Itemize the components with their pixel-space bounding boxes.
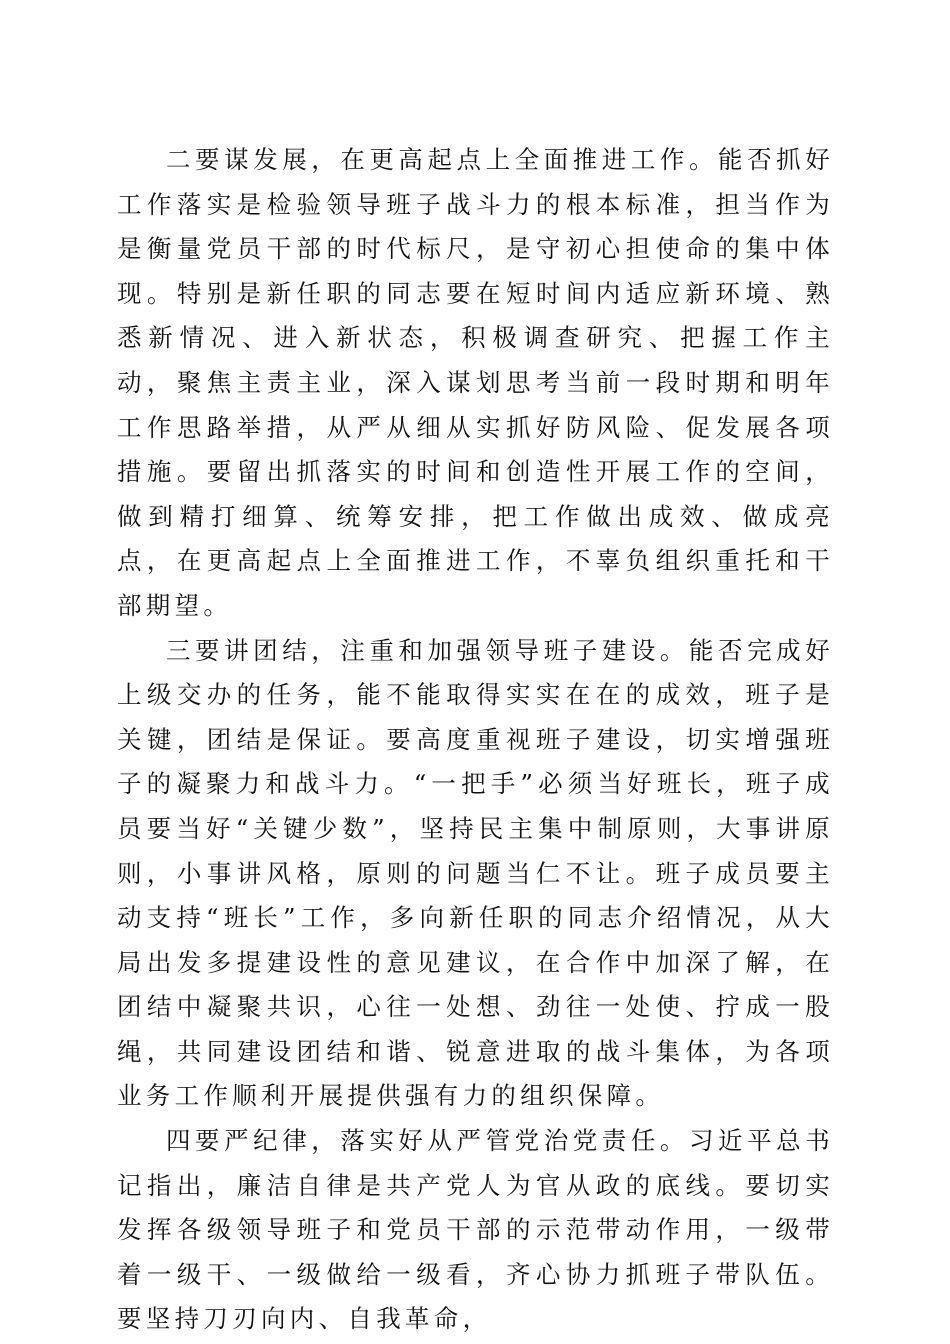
paragraph-development: 二要谋发展，在更高起点上全面推进工作。能否抓好工作落实是检验领导班子战斗力的根本标准，担当作为是衡量党员干部的时代标尺，是守初心担使命的集中体现。特别是新任职的同志要在短时间内适应新环境、熟悉新情况、进入新状态，积极调查研究、把握工作主动，聚焦主责主业，深入谋划思考当前一段时期和明年工作思路举措，从严从细从实抓好防风险、促发展各项措施。要留出抓落实的时间和创造性开展工作的空间，做到精打细算、统筹安排，把工作做出成效、做成亮点，在更高起点上全面推进工作，不辜负组织重托和干部期望。 bbox=[117, 145, 834, 620]
document-body bbox=[117, 138, 834, 1342]
paragraph-discipline: 四要严纪律，落实好从严管党治党责任。习近平总书记指出，廉洁自律是共产党人为官从政的底线。要切实发挥各级领导班子和党员干部的示范带动作用，一级带着一级干、一级做给一级看，齐心协力抓班子带队伍。要坚持刀刃向内、自我革命， bbox=[117, 1126, 834, 1334]
paragraph-unity: 三要讲团结，注重和加强领导班子建设。能否完成好上级交办的任务，能不能取得实实在在的成效，班子是关键，团结是保证。要高度重视班子建设，切实增强班子的凝聚力和战斗力。“一把手”必须当好班长，班子成员要当好“关键少数”，坚持民主集中制原则，大事讲原则，小事讲风格，原则的问题当仁不让。班子成员要主动支持“班长”工作，多向新任职的同志介绍情况，从大局出发多提建设性的意见建议，在合作中加深了解，在团结中凝聚共识，心往一处想、劲往一处使、拧成一股绳，共同建设团结和谐、锐意进取的战斗集体，为各项业务工作顺利开展提供强有力的组织保障。 bbox=[117, 635, 834, 1111]
